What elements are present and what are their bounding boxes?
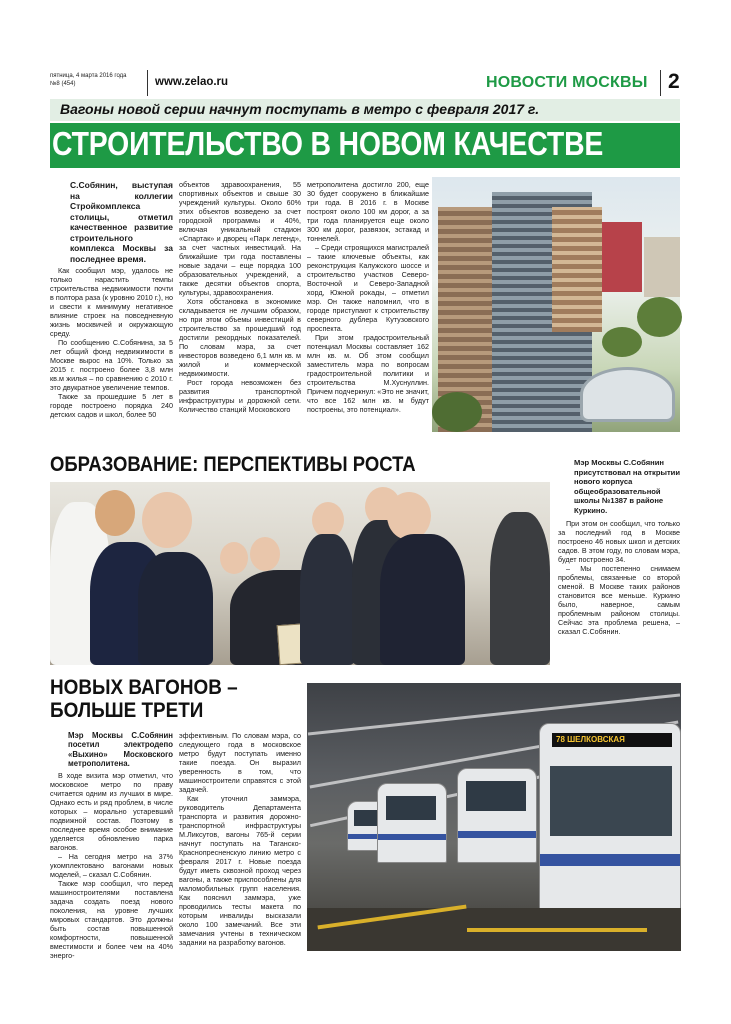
metro-headline: НОВЫХ ВАГОНОВ – БОЛЬШЕ ТРЕТИ bbox=[50, 676, 238, 722]
train-window bbox=[386, 796, 436, 820]
paragraph: Хотя обстановка в экономике складывается не лучшим образом, но при этом объемы инвестиций в строительство за прошедший год достигли рекордных показателей. По словам мэра, за счет инвесторов возведено 6,1 млн кв. м жилой и коммерческой недвижимости. bbox=[179, 297, 301, 378]
train-stripe bbox=[540, 854, 680, 866]
page-number: 2 bbox=[668, 70, 680, 93]
train-destination-sign: 78 ШЕЛКОВСКАЯ bbox=[552, 733, 672, 747]
paragraph: Рост города невозможен без развития транспортной инфраструктуры и дорожной сети. Количество станций Московского bbox=[179, 378, 301, 414]
paragraph: – На сегодня метро на 37% укомплектовано вагонами новых моделей, – сказал С.Собянин. bbox=[50, 851, 173, 879]
child-head bbox=[142, 492, 192, 548]
paragraph: По сообщению С.Собянина, за 5 лет общий фонд недвижимости в Москве вырос на 10%. Только за 2015 г. построено более 3,8 млн кв.м жилья – по сравнению с 2010 г. это двукратное увеличение темпов. bbox=[50, 338, 173, 392]
child-figure bbox=[300, 534, 355, 665]
child-head bbox=[95, 490, 135, 536]
education-column bbox=[558, 458, 680, 690]
paragraph: Как уточнил заммэра, руководитель Департамента транспорта и развития дорожно-транспортной инфраструктуры М.Ликсутов, вагоны 765-й серии начнут поступать на Таганско-Краснопресненскую линию метро с февраля 2017 г. Новые поезда будут иметь сквозной проход через вагоны, а также приспособлены для маломобильных групп населения. Как пояснил заммэра, уже проводились тесты макета по которым инвалиды высказали около 100 замечаний. Все эти замечания учтены в техническом задании на разработку вагонов. bbox=[179, 794, 301, 947]
child-figure bbox=[490, 512, 550, 665]
issue-number: №8 (454) bbox=[50, 81, 76, 87]
top-story-column-2 bbox=[179, 180, 301, 442]
top-story-subtitle: Вагоны новой серии начнут поступать в метро с февраля 2017 г. bbox=[60, 101, 540, 117]
tree bbox=[432, 392, 482, 432]
building-red bbox=[602, 222, 642, 292]
train-stripe bbox=[378, 834, 446, 840]
metro-depot-photo bbox=[307, 683, 681, 951]
paragraph: При этом он сообщил, что только за последний год в Москве построено 46 новых школ и детских садов. В этом году, по словам мэра, будет построено 34. bbox=[558, 518, 680, 564]
train-window bbox=[466, 781, 526, 811]
train-windshield bbox=[550, 766, 672, 836]
tree bbox=[602, 327, 642, 357]
train-car-front bbox=[539, 723, 681, 928]
paragraph: – Мы постепенно снимаем проблемы, связанные со второй сменой. В Москве таких районов становится все меньше. Куркино было, наверное, самым проблемным районом столицы. Сейчас эта проблема решена, – сказал С.Собянин. bbox=[558, 563, 680, 636]
header-divider-right bbox=[660, 70, 661, 96]
paragraph: – Среди строящихся магистралей – такие ключевые объекты, как реконструкция Калужского шоссе и строительство участков Северо-Восточной и Северо-Западной хорд, Южной рокады, – отметил мэр. Он также напомнил, что в городе приступают к строительству северного дублера Кутузовского проспекта. bbox=[307, 243, 429, 333]
tree bbox=[637, 297, 682, 337]
education-caption: Мэр Москвы С.Собянин присутствовал на открытии нового корпуса общеобразовательной школы №1387 в районе Куркино. bbox=[574, 458, 680, 515]
child-head bbox=[387, 492, 431, 540]
metro-lead: Мэр Москвы С.Собянин посетил электродепо «Выхино» Московского метрополитена. bbox=[68, 731, 173, 769]
building-tower bbox=[552, 207, 602, 332]
train-stripe bbox=[458, 831, 536, 838]
education-headline: ОБРАЗОВАНИЕ: ПЕРСПЕКТИВЫ РОСТА bbox=[50, 453, 416, 476]
school-photo bbox=[50, 482, 550, 665]
mayor-head bbox=[250, 537, 280, 571]
building-photo bbox=[432, 177, 680, 432]
train-car bbox=[457, 768, 537, 863]
issue-info bbox=[50, 72, 145, 88]
paragraph: эффективным. По словам мэра, со следующего года в московское метро будут поступать именно такие поезда. Он выразил уверенность в том, что машиностроители справятся с этой задачей. bbox=[179, 731, 301, 794]
site-url[interactable]: www.zelao.ru bbox=[155, 76, 229, 88]
paragraph: Также мэр сообщил, что перед машиностроителями поставлена задача создать поезд нового поколения, на уровне лучших мировых стандартов. Это должны быть состав повышенной комфортности, повышенной вместимости и более чем на 40% энерго- bbox=[50, 878, 173, 960]
child-figure bbox=[138, 552, 213, 665]
top-story-column-1 bbox=[50, 180, 173, 442]
paragraph: Также за прошедшие 5 лет в городе построено порядка 240 детских садов и школ, более 50 bbox=[50, 392, 173, 419]
floor-marking bbox=[467, 928, 647, 932]
issue-date: пятница, 4 марта 2016 года bbox=[50, 73, 127, 79]
header-divider bbox=[147, 70, 148, 96]
paragraph: В ходе визита мэр отметил, что московское метро по праву считается одним из лучших в мире. Однако есть и ряд проблем, в числе которых – морально устаревший подвижной состав. Поэтому в последнее время особое внимание уделяется обновлению парка вагонов. bbox=[50, 770, 173, 852]
paragraph: метрополитена достигло 200, еще 30 будет сооружено в ближайшие три года. В 2016 г. в Москве построят около 100 км дорог, а за три года планируется еще около 300 км дорог, развязок, эстакад и тоннелей. bbox=[307, 180, 429, 243]
child-head bbox=[312, 502, 344, 538]
section-title: НОВОСТИ МОСКВЫ bbox=[486, 74, 648, 91]
metro-column-1 bbox=[50, 731, 173, 960]
child-figure bbox=[380, 534, 465, 665]
building-beige bbox=[644, 237, 680, 297]
top-story-headline: СТРОИТЕЛЬСТВО В НОВОМ КАЧЕСТВЕ bbox=[52, 125, 604, 162]
train-car bbox=[377, 783, 447, 863]
child-head bbox=[220, 542, 248, 574]
paragraph: объектов здравоохранения, 55 спортивных объектов и свыше 30 учреждений культуры. Около 60% этих объектов возведено за счет городской программы и 40%, включая уникальный стадион «Спартак» и дворец «Парк легенд», за счет частных инвестиций. На ближайшие три года поставлены новые задачи – еще порядка 100 образовательных учреждений, а также десятки объектов спорта, культуры, здравоохранения. bbox=[179, 180, 301, 297]
paragraph: При этом градостроительный потенциал Москвы составляет 162 млн кв. м. Об этом сообщил заместитель мэра по вопросам градостроительной политики и строительства М.Хуснуллин. Причем подчеркнул: «Это не значит, что все 162 млн кв. м будут построены, это потенциал». bbox=[307, 333, 429, 414]
building-round bbox=[580, 367, 675, 422]
top-story-column-3 bbox=[307, 180, 429, 442]
paragraph: Как сообщил мэр, удалось не только нарастить темпы строительства недвижимости почти в полтора раза (к уровню 2010 г.), но и свести к минимуму негативное влияние строек на повседневную жизнь москвичей и окружающую среду. bbox=[50, 266, 173, 338]
metro-column-2 bbox=[179, 731, 301, 953]
top-story-lead: С.Собянин, выступая на коллегии Стройкомплекса столицы, отметил качественное развитие строительного комплекса Москвы за последнее время. bbox=[70, 180, 173, 264]
